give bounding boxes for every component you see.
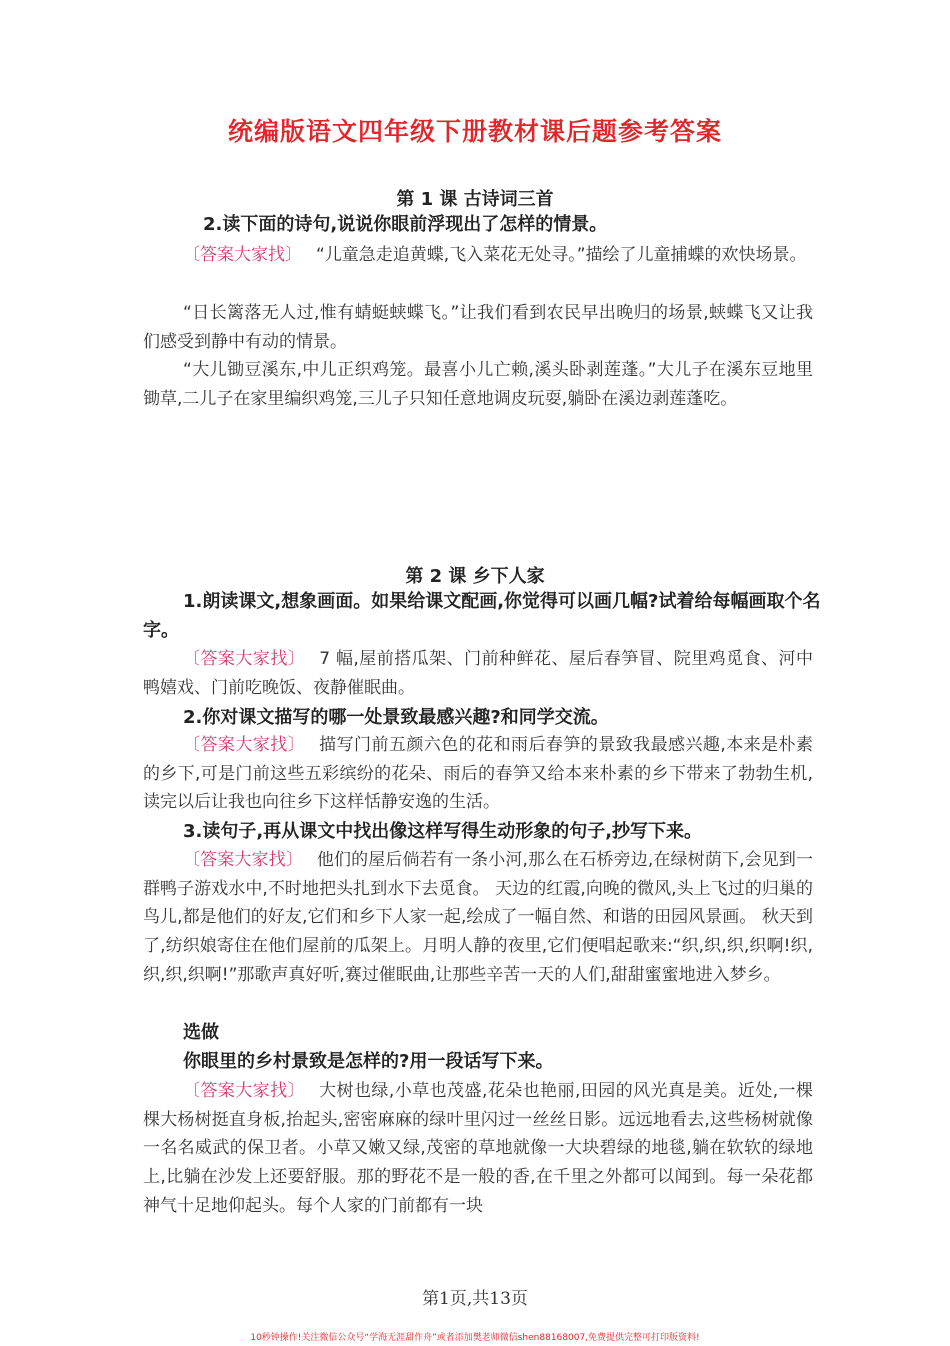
- lesson-1-question-2: 2.读下面的诗句,说说你眼前浮现出了怎样的情景。: [203, 214, 608, 235]
- lesson-2-answer-4: [143, 1077, 813, 1221]
- lesson-2-question-2: 2.你对课文描写的哪一处景致最感兴趣?和同学交流。: [183, 707, 609, 728]
- answer-tag: 〔答案大家找〕: [183, 850, 303, 870]
- answer-text: 大树也绿,小草也茂盛,花朵也艳丽,田园的风光真是美。近处,一棵棵大杨树挺直身板,抬起头,密密麻麻的绿叶里闪过一丝丝日影。远远地看去,这些杨树就像一名名威武的保卫者。小草又嫩又绿,茂密的草地就像一大块碧绿的地毯,躺在软软的绿地上,比躺在沙发上还要舒服。那的野花不是一般的香,在千里之外都可以闻到。每一朵花都神气十足地仰起头。每个人家的门前都有一块: [143, 1081, 814, 1216]
- answer-text: 他们的屋后倘若有一条小河,那么在石桥旁边,在绿树荫下,会见到一群鸭子游戏水中,不时地把头扎到水下去觅食。 天边的红霞,向晚的微风,头上飞过的归巢的鸟儿,都是他们的好友,它们和乡下人家一起,绘成了一幅自然、和谐的田园风景画。 秋天到了,纺织娘寄住在他们屋前的瓜架上。月明人静的夜里,它们便唱起歌来:“织,织,织,织啊!织,织,织,织啊!”那歌声真好听,赛过催眠曲,让那些辛苦一天的人们,甜甜蜜蜜地进入梦乡。: [143, 850, 813, 985]
- lesson-2-question-3: 3.读句子,再从课文中找出像这样写得生动形象的句子,抄写下来。: [183, 821, 703, 842]
- answer-tag: 〔答案大家找〕: [183, 735, 306, 755]
- lesson-1-answer-2: “日长篱落无人过,惟有蜻蜓蛱蝶飞。”让我们看到农民早出晚归的场景,蛱蝶飞又让我们感受到静中有动的情景。: [143, 303, 813, 352]
- answer-tag: 〔答案大家找〕: [183, 649, 306, 669]
- lesson-1-answer-3: “大儿锄豆溪东,中儿正织鸡笼。最喜小儿亡赖,溪头卧剥莲蓬。”大儿子在溪东豆地里锄草,二儿子在家里编织鸡笼,三儿子只知任意地调皮玩耍,躺卧在溪边剥莲蓬吃。: [143, 360, 813, 409]
- promo-notice: 10秒钟操作!关注微信公众号“学海无涯甜作舟”或者添加樊老师微信shen88168007,免费提供完整可打印版资料!: [250, 1333, 700, 1343]
- lesson-2-answer-2: [143, 731, 813, 817]
- answer-tag: 〔答案大家找〕: [183, 1081, 306, 1101]
- lesson-1-heading: 第 1 课 古诗词三首: [396, 189, 554, 210]
- answer-tag: 〔答案大家找〕: [183, 245, 302, 265]
- lesson-2-answer-3: [143, 846, 813, 990]
- answer-text: “儿童急走追黄蝶,飞入菜花无处寻。”描绘了儿童捕蝶的欢快场景。: [316, 245, 807, 265]
- lesson-2-heading: 第 2 课 乡下人家: [405, 566, 545, 587]
- lesson-2-question-4: 你眼里的乡村景致是怎样的?用一段话写下来。: [183, 1051, 554, 1072]
- lesson-1-answer-1: [143, 241, 813, 270]
- document-title: 统编版语文四年级下册教材课后题参考答案: [227, 117, 722, 146]
- page-number: 第1页,共13页: [422, 1289, 528, 1309]
- lesson-2-question-1: 1.朗读课文,想象画面。如果给课文配画,你觉得可以画几幅?试着给每幅画取个名字。: [143, 591, 821, 641]
- answer-text: 7 幅,屋前搭瓜架、门前种鲜花、屋后春笋冒、院里鸡觅食、河中鸭嬉戏、门前吃晚饭、夜静催眠曲。: [143, 649, 814, 698]
- answer-text: 描写门前五颜六色的花和雨后春笋的景致我最感兴趣,本来是朴素的乡下,可是门前这些五彩缤纷的花朵、雨后的春笋又给本来朴素的乡下带来了勃勃生机,读完以后让我也向往乡下这样恬静安逸的生活。: [143, 735, 814, 813]
- lesson-2-answer-1: [143, 645, 813, 702]
- optional-label: 选做: [183, 1022, 219, 1043]
